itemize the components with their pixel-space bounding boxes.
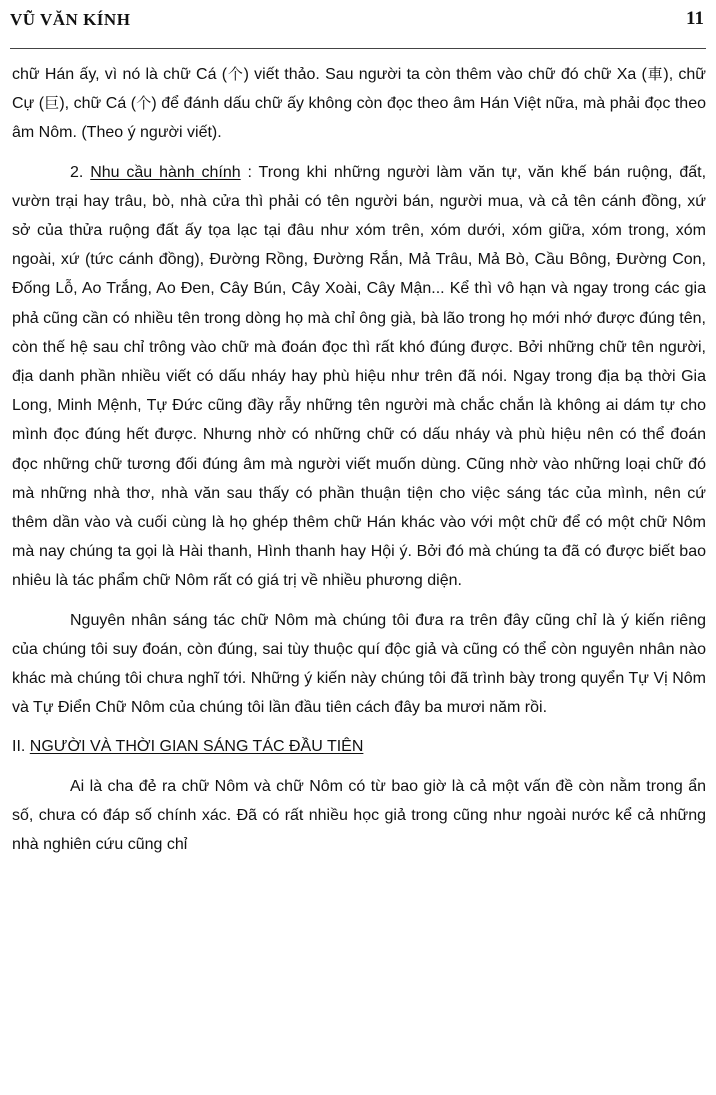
paragraph-text: : Trong khi những người làm văn tự, văn khế bán ruộng, đất, vườn trại hay trâu, bò, nhà cửa thì phải có tên người bán, người mua, và cả tên cánh đồng, xứ sở của thửa ruộng đất ấy tọa lạc tại đâu như xóm trên, xóm dưới, xóm giữa, xóm trong, xóm ngoài, xứ (tức cánh đồng), Đường Rồng, Đường Rắn, Mả Trâu, Mả Bò, Cầu Bông, Đường Con, Đống Lỗ, Ao Trắng, Ao Đen, Cây Bún, Cây Xoài, Cây Mận... Kể thì vô hạn và ngay trong các gia phả cũng cần có nhiều tên trong dòng họ mà chỉ ông già, bà lão trong họ mới nhớ được đúng tên, còn thế hệ sau chỉ trông vào chữ mà đoán đọc thì rất khó đúng được. Bởi những chữ tên người, địa danh phần nhiều viết có dấu nháy hay phù hiệu như trên đã nói. Ngay trong địa bạ thời Gia Long, Minh Mệnh, Tự Đức cũng đầy rẫy những tên người mà chắc chắn là không ai dám tự cho mình đọc đúng hết được. Nhưng nhờ có những chữ có dấu nháy và phù hiệu nên có thể đoán đọc những chữ tương đối đúng âm mà người viết muốn dùng. Cũng nhờ vào những loại chữ đó mà những nhà thơ, nhà văn sau thấy có phần thuận tiện cho việc sáng tác của mình, nên cứ thêm dần vào và cuối cùng là họ ghép thêm chữ Hán khác vào với một chữ để có một chữ Nôm mà nay chúng ta gọi là Hài thanh, Hình thanh hay Hội ý. Bởi đó mà chúng ta đã có được biết bao nhiêu là tác phẩm chữ Nôm rất có giá trị về nhiều phương diện. [12, 163, 707, 590]
text-run: ) viết thảo. Sau người ta còn thêm vào chữ đó chữ Xa ( [243, 66, 647, 83]
paragraph-origin: Ai là cha đẻ ra chữ Nôm và chữ Nôm có từ bao giờ là cả một vấn đề còn nằm trong ẩn số, chưa có đáp số chính xác. Đã có rất nhiều học giả trong cũng như ngoài nước kể cả những nhà nghiên cứu cũng chỉ [12, 777, 706, 854]
text-run: ), chữ Cá ( [59, 95, 137, 113]
running-head: VŨ VĂN KÍNH [10, 10, 131, 29]
paragraph-author-opinion: Nguyên nhân sáng tác chữ Nôm mà chúng tôi đưa ra trên đây cũng chỉ là ý kiến riêng của chúng tôi suy đoán, còn đúng, sai tùy thuộc quí độc giả và cũng có thể còn nguyên nhân nào khác mà chúng tôi chưa nghĩ tới. Những ý kiến này chúng tôi đã trình bày trong quyển Tự Vị Nôm và Tự Điển Chữ Nôm của chúng tôi lần đầu tiên cách đây ba mươi năm rồi. [12, 611, 706, 717]
page-header [10, 8, 706, 42]
text-run: chữ Hán ấy, vì nó là chữ Cá ( [12, 66, 228, 83]
han-character: 車 [646, 65, 664, 83]
list-number: 2. [70, 163, 91, 181]
text-run: ), chữ Cự ( [12, 66, 707, 113]
header-rule [10, 48, 706, 49]
han-character: 巨 [44, 94, 60, 113]
section-number: II. [12, 738, 30, 756]
section-heading [12, 732, 706, 761]
text-run: ) để đánh dấu chữ ấy không còn đọc theo âm Hán Việt nữa, mà phải đọc theo âm Nôm. (Theo ý người viết). [12, 95, 707, 142]
section-title: NGƯỜI VÀ THỜI GIAN SÁNG TÁC ĐẦU TIÊN [29, 738, 364, 756]
paragraph-administrative-needs [12, 158, 706, 596]
han-character: 个 [136, 94, 152, 113]
han-character: 个 [227, 65, 244, 83]
subheading-underlined: Nhu cầu hành chính [90, 163, 241, 181]
paragraph-continuation [12, 60, 706, 148]
page-body [12, 60, 706, 859]
page-number: 11 [686, 8, 704, 29]
